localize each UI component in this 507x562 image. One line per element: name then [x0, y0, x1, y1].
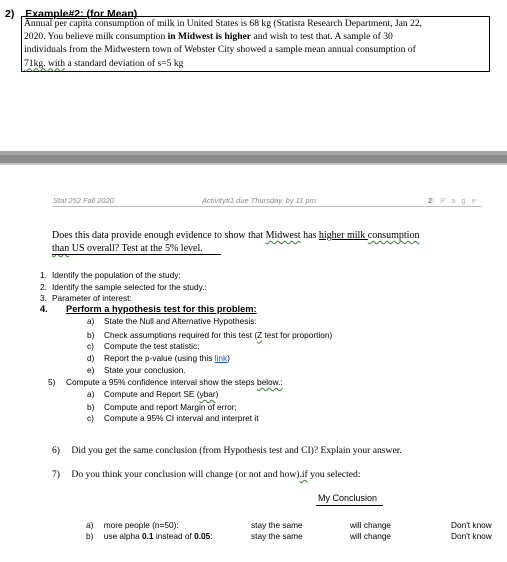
question-underline: [52, 254, 221, 255]
option-dont-know-b[interactable]: Don't know: [451, 531, 492, 541]
option-stay-same-b[interactable]: stay the same: [251, 531, 303, 541]
main-question: [52, 229, 492, 255]
header-due: Activity#1 due Thursday, by 11 pm: [202, 196, 316, 205]
header-page: 2| P a g e: [428, 196, 478, 205]
p-value-link[interactable]: link: [214, 352, 228, 363]
page-break-bar-dark: [0, 155, 507, 163]
example-line-3: individuals from the Midwestern town of Webster City showed a sample mean annual consumption of: [24, 44, 416, 56]
example-text: [24, 17, 488, 70]
option-will-change-b[interactable]: will change: [350, 531, 392, 541]
question-7: 7) Do you think your conclusion will change (or not and how).if you selected:: [52, 469, 361, 480]
example-title: Example#2: (for Mean): [25, 8, 138, 20]
conclusion-row-b: b) use alpha 0.1 instead of 0.05:: [86, 531, 213, 541]
task-list: 1. Identify the population of the study: 2. Identify the sample selected for the study.: 3. Parameter of interest: 4. Perform a hypothesis test for this problem: a) State the Null and Alternative Hypothesis: b) Check assumptions required for this test (Z test for proportion) c) Compute the test statistic; d) Report the p-value (using this link) e) State your conclusion. 5) Compute a 95% confidence interval show the steps below.: a) Compute and Report SE (ybar) b) Compute and report Margin of error; c) Compute a 95% CI interval and interpret it: [40, 270, 333, 423]
question-6: 6) Did you get the same conclusion (from Hypothesis test and CI)? Explain your answer.: [52, 445, 402, 456]
option-stay-same-a[interactable]: stay the same: [251, 520, 303, 530]
example-number: 2): [5, 8, 15, 20]
option-dont-know-a[interactable]: Don't know: [451, 520, 492, 530]
page-break-bar-light: [0, 163, 507, 165]
header-course: Stat 252 Fall 2020: [53, 196, 114, 205]
example-line-2: 2020. You believe milk consumption in Midwest is higher and wish to test that. A sample of 30: [24, 31, 393, 43]
example-line-1: Annual per capita consumption of milk in United States is 68 kg (Statista Research Department, Jan 22,: [24, 18, 423, 29]
my-conclusion-underline: [316, 505, 383, 506]
question-line-1: Does this data provide enough evidence to show that Midwest has higher milk consumption: [52, 230, 420, 241]
conclusion-row-a: a) more people (n=50):: [86, 520, 179, 530]
my-conclusion-heading: My Conclusion: [318, 493, 378, 503]
example-line-4: 71kg. with a standard deviation of s=5 kg: [24, 57, 184, 69]
question-line-2: than US overall? Test at the 5% level.: [52, 243, 203, 254]
option-will-change-a[interactable]: will change: [350, 520, 392, 530]
header-rule: [52, 206, 482, 207]
